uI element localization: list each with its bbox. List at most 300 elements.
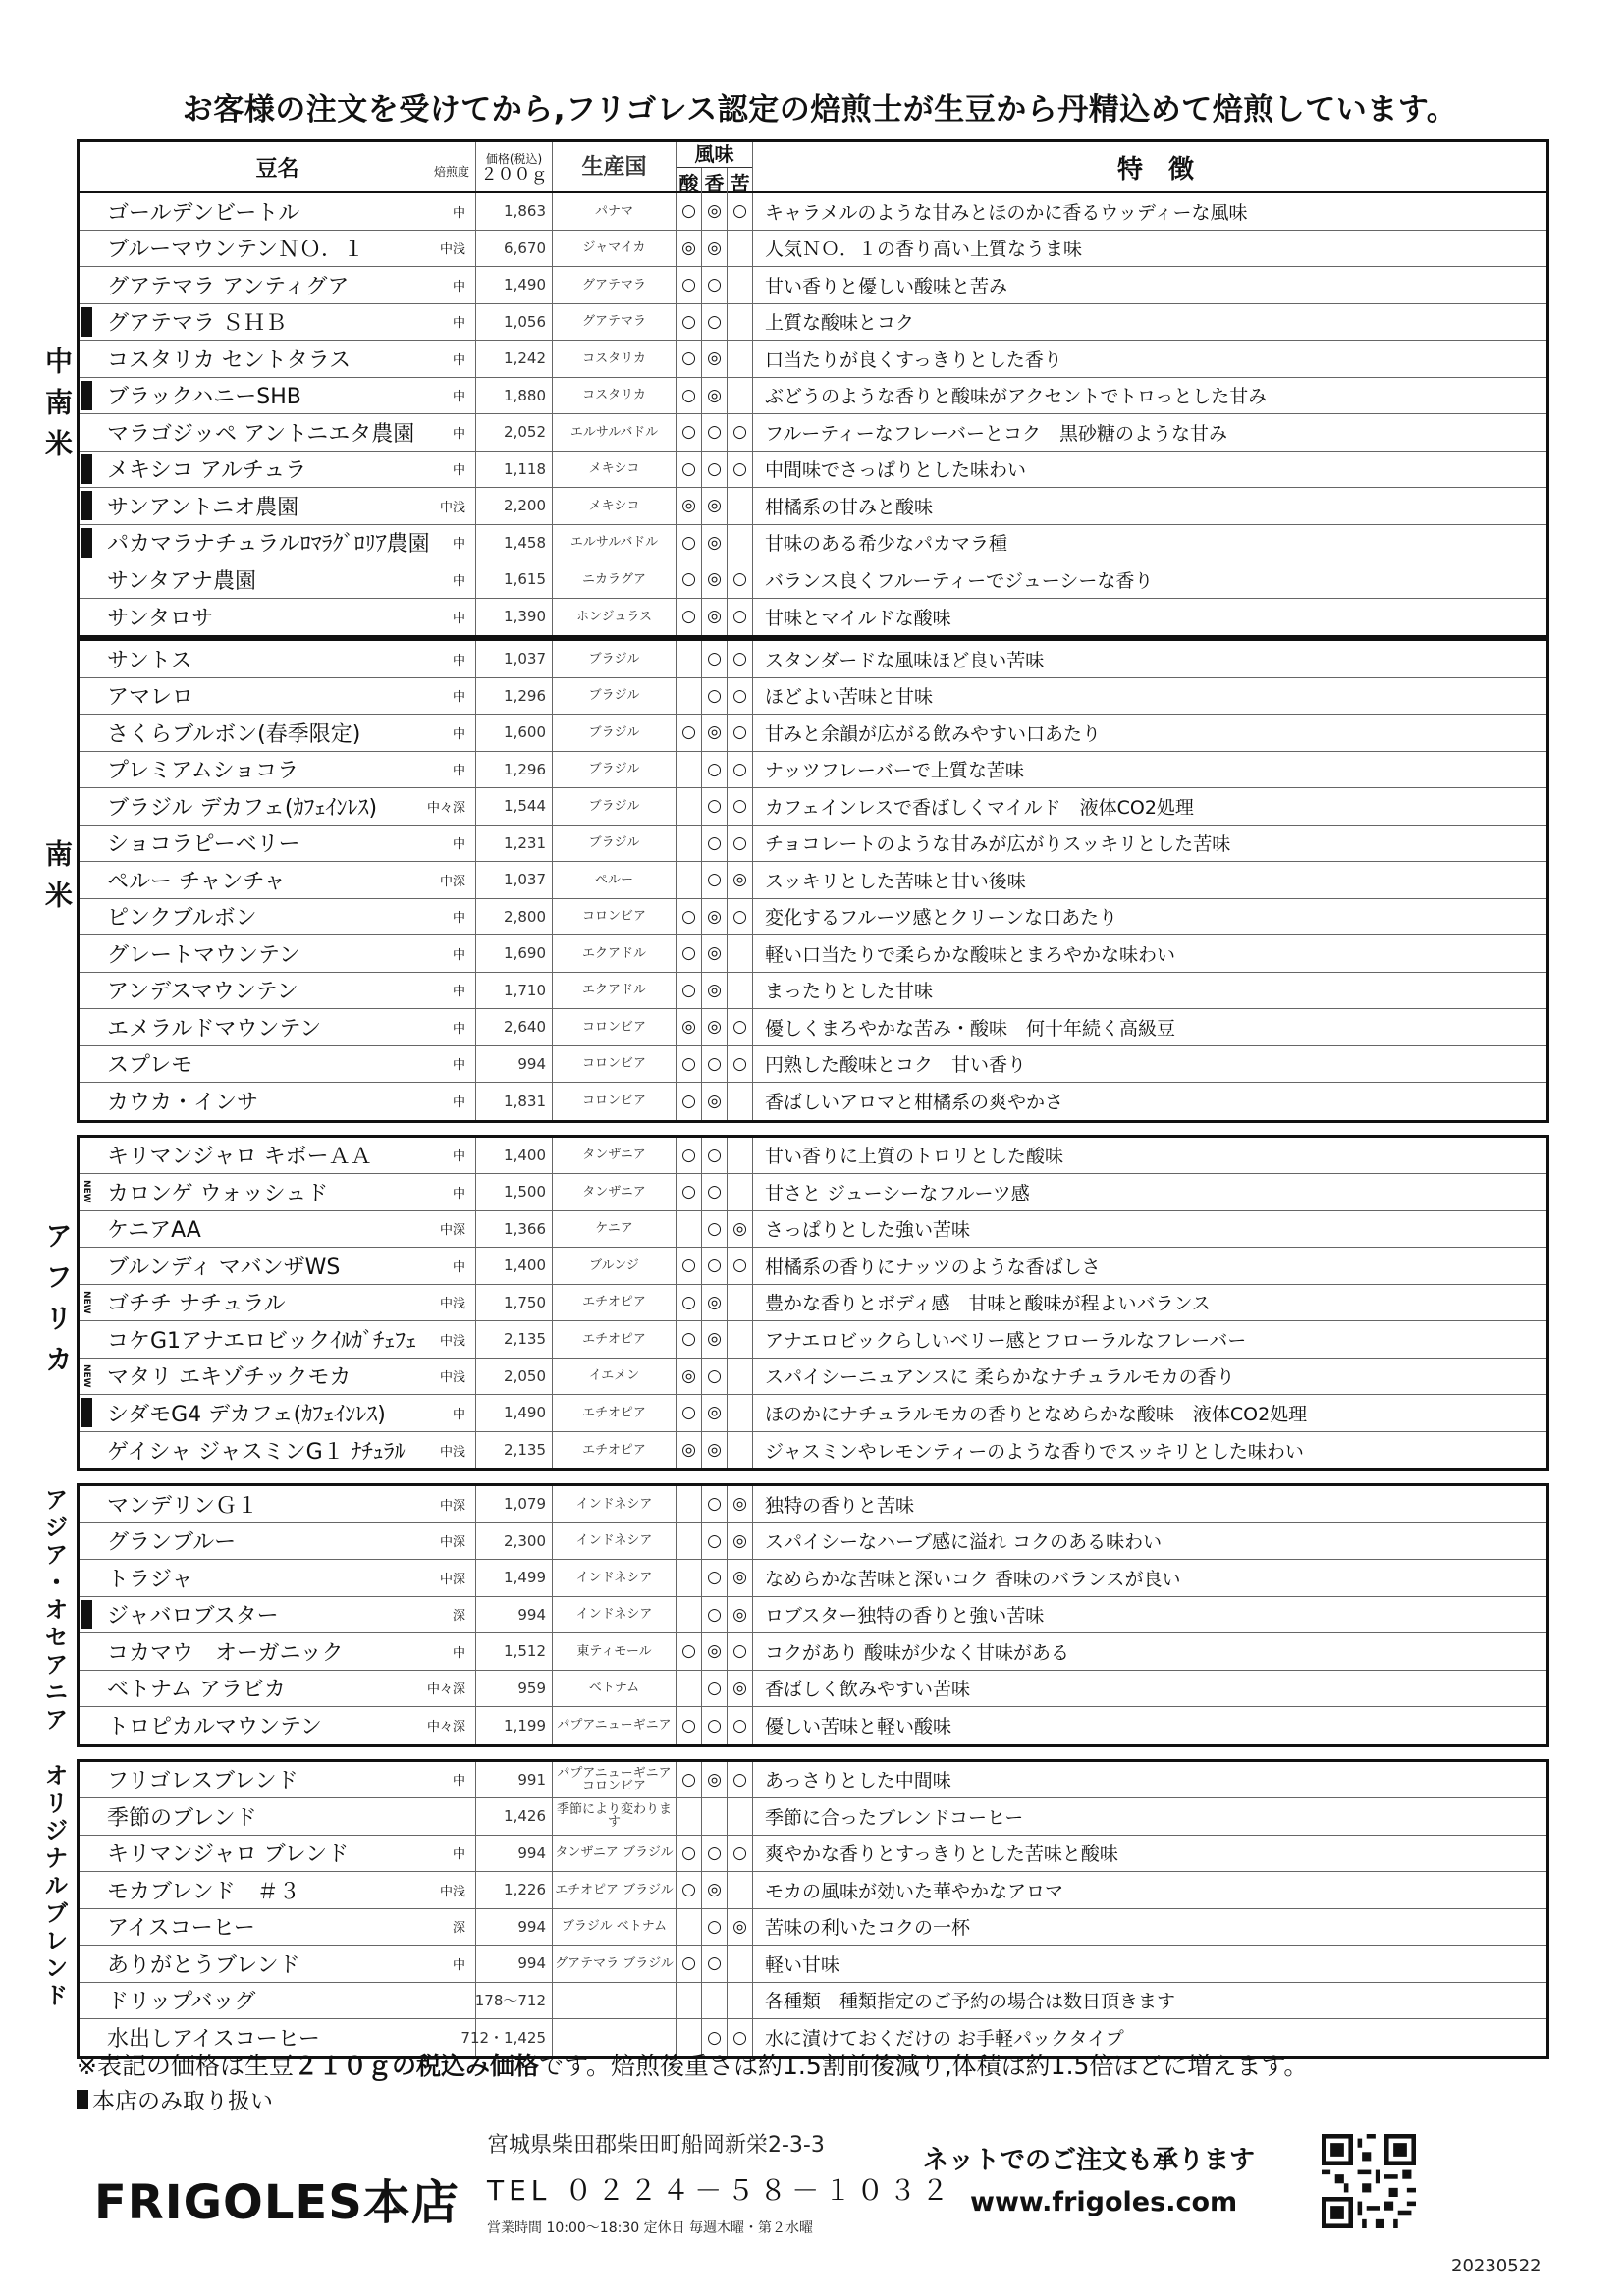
bean-name-cell (93, 1798, 476, 1835)
row-marker (80, 1395, 93, 1431)
price: 1,037 (476, 641, 553, 677)
table-row (80, 488, 1546, 525)
table-row (80, 752, 1546, 789)
origin-country: グアテマラ (553, 267, 677, 303)
origin-country: コロンビア (553, 1083, 677, 1120)
acidity-mark (677, 678, 702, 715)
bean-name: サンタロサ (107, 606, 214, 631)
acidity-mark (677, 1798, 702, 1835)
bean-name-cell (93, 935, 476, 972)
price: 2,300 (476, 1523, 553, 1560)
aroma-mark: ○ (702, 641, 728, 677)
origin-country: インドネシア (553, 1523, 677, 1560)
price: 1,400 (476, 1138, 553, 1174)
acidity-mark: ◎ (677, 231, 702, 267)
bean-name: サンアントニオ農園 (107, 495, 299, 520)
bean-name: コケG1アナエロビックｲﾙｶﾞﾁｪﾌｪ (107, 1328, 417, 1354)
table-row (80, 1671, 1546, 1708)
feature-text: さっぱりとした強い苦味 (765, 1219, 971, 1242)
price: 994 (476, 1836, 553, 1872)
bean-name-cell (93, 715, 476, 751)
roast-level: 中 (452, 426, 465, 442)
table-row (80, 1395, 1546, 1432)
feature-text: あっさりとした中間味 (765, 1770, 951, 1792)
row-marker (80, 1211, 93, 1248)
acidity-mark: ○ (677, 899, 702, 935)
feature-text: ロブスター独特の香りと強い苦味 (765, 1605, 1045, 1628)
aroma-mark: ○ (702, 1836, 728, 1872)
bean-name: パカマラナチュラルﾛﾏﾗｸﾞﾛﾘｱ農園 (107, 532, 430, 558)
bitterness-mark (728, 1359, 753, 1395)
acidity-mark (677, 788, 702, 825)
roast-level: 中深 (439, 1223, 465, 1239)
aroma-mark: ○ (702, 1946, 728, 1982)
roast-level: 中浅 (439, 1370, 465, 1386)
roast-level: 中 (452, 653, 465, 668)
roast-level: 中浅 (439, 1297, 465, 1312)
price: 1,831 (476, 1083, 553, 1120)
feature-text: 優しくまろやかな苦み・酸味 何十年続く高級豆 (765, 1017, 1176, 1040)
bitterness-mark (728, 935, 753, 972)
acidity-mark (677, 862, 702, 898)
acidity-mark: ○ (677, 414, 702, 451)
feature-text: 甘みと余韻が広がる飲みやすい口あたり (765, 722, 1102, 745)
bean-name: エメラルドマウンテン (107, 1016, 322, 1041)
origin-country: 季節により変わります (553, 1798, 677, 1835)
store-only-marker-icon (81, 381, 92, 410)
price: 1,880 (476, 378, 553, 414)
origin-country: パナマ (553, 193, 677, 230)
bean-name-cell (93, 826, 476, 862)
table-row (80, 1083, 1546, 1120)
roast-level: 中 (452, 1058, 465, 1074)
aroma-mark: ◎ (702, 715, 728, 751)
brand-logo: FRIGOLES本店 (94, 2175, 460, 2230)
bean-name-cell (93, 1009, 476, 1045)
bitterness-mark: ○ (728, 752, 753, 788)
aroma-mark: ◎ (702, 561, 728, 598)
bean-name: ゴチチ ナチュラル (107, 1292, 286, 1317)
table-row (80, 1046, 1546, 1084)
table-row (80, 1359, 1546, 1396)
price: 959 (476, 1671, 553, 1707)
acidity-mark: ○ (677, 1836, 702, 1872)
bitterness-mark (728, 304, 753, 341)
price: 1,118 (476, 452, 553, 488)
aroma-mark: ◎ (702, 935, 728, 972)
price: 2,640 (476, 1009, 553, 1045)
bean-name-cell (93, 193, 476, 230)
bitterness-mark: ○ (728, 678, 753, 715)
origin-country: ブラジル (553, 715, 677, 751)
acidity-mark: ○ (677, 1872, 702, 1908)
price: 2,135 (476, 1321, 553, 1358)
header-name (80, 142, 476, 191)
revision-date: 20230522 (1451, 2256, 1542, 2276)
price: 2,800 (476, 899, 553, 935)
bitterness-mark: ○ (728, 193, 753, 230)
aroma-mark (702, 1983, 728, 2019)
header-price (476, 142, 553, 191)
row-marker (80, 678, 93, 715)
table-row (80, 1523, 1546, 1561)
section-2 (77, 1135, 1549, 1472)
bitterness-mark: ○ (728, 715, 753, 751)
bitterness-mark (728, 1983, 753, 2019)
bean-name-cell (93, 1983, 476, 2019)
price: 1,500 (476, 1174, 553, 1210)
header-feature: 特 徴 (1116, 154, 1194, 185)
table-row (80, 973, 1546, 1010)
row-marker (80, 1762, 93, 1798)
aroma-mark: ◎ (702, 1395, 728, 1431)
bean-name-cell (93, 1523, 476, 1560)
table-row (80, 1174, 1546, 1211)
bean-name: モカブレンド ＃３ (107, 1879, 300, 1904)
origin-country: ブラジル ベトナム (553, 1909, 677, 1946)
origin-country: ホンジュラス (553, 599, 677, 636)
feature-text: 水に漬けておくだけの お手軽パックタイプ (765, 2028, 1124, 2051)
section-0 (77, 139, 1549, 638)
header-roast: 焙煎度 (433, 165, 469, 179)
bitterness-mark (728, 267, 753, 303)
table-row (80, 1009, 1546, 1046)
origin-country: エクアドル (553, 973, 677, 1009)
row-marker (80, 862, 93, 898)
table-header (80, 142, 1546, 193)
table-row (80, 1560, 1546, 1597)
price: 1,490 (476, 1395, 553, 1431)
table-row (80, 1211, 1546, 1249)
origin-country: コロンビア (553, 899, 677, 935)
feature-text: 甘味のある希少なパカマラ種 (765, 533, 1008, 556)
bean-name: ケニアAA (107, 1218, 201, 1244)
row-marker (80, 1009, 93, 1045)
bean-name-cell (93, 525, 476, 561)
header-country: 生産国 (553, 142, 677, 191)
section-1 (77, 638, 1549, 1123)
acidity-mark: ○ (677, 1046, 702, 1083)
origin-country: グアテマラ (553, 304, 677, 341)
feature-text: 苦味の利いたコクの一杯 (765, 1917, 971, 1940)
aroma-mark: ○ (702, 788, 728, 825)
bean-name-cell (93, 488, 476, 524)
row-marker (80, 973, 93, 1009)
aroma-mark: ○ (702, 1046, 728, 1083)
bean-name-cell (93, 452, 476, 488)
bean-name: 季節のブレンド (107, 1805, 257, 1831)
row-marker (80, 304, 93, 341)
roast-level: 深 (452, 1921, 465, 1937)
acidity-mark (677, 1560, 702, 1596)
new-badge-icon: NEW (81, 1180, 91, 1204)
bean-name: グアテマラ ＳＨＢ (107, 311, 287, 337)
acidity-mark: ○ (677, 1946, 702, 1982)
roast-level: 中 (452, 837, 465, 853)
acidity-mark: ○ (677, 1321, 702, 1358)
roast-level: 中深 (439, 1498, 465, 1514)
price: 1,690 (476, 935, 553, 972)
aroma-mark: ○ (702, 1486, 728, 1522)
bitterness-mark (728, 231, 753, 267)
table-row (80, 1707, 1546, 1744)
website-link[interactable]: www.frigoles.com (970, 2187, 1238, 2217)
acidity-mark: ○ (677, 561, 702, 598)
acidity-mark (677, 826, 702, 862)
table-row (80, 1321, 1546, 1359)
origin-country: ブラジル (553, 752, 677, 788)
feature-text: 軽い口当たりで柔らかな酸味とまろやかな味わい (765, 943, 1176, 966)
bean-name: キリマンジャロ キボーＡＡ (107, 1145, 372, 1170)
origin-country: ケニア (553, 1211, 677, 1248)
table-row (80, 1597, 1546, 1634)
price: 6,670 (476, 231, 553, 267)
row-marker (80, 1983, 93, 2019)
aroma-mark: ○ (702, 267, 728, 303)
table-row (80, 1762, 1546, 1799)
bean-name-cell (93, 231, 476, 267)
aroma-mark: ◎ (702, 973, 728, 1009)
bean-name-cell (93, 561, 476, 598)
roast-level: 中々深 (426, 1682, 465, 1698)
bean-name: グランブルー (107, 1530, 237, 1556)
bean-name: メキシコ アルチュラ (107, 458, 307, 484)
aroma-mark: ◎ (702, 525, 728, 561)
aroma-mark: ○ (702, 1174, 728, 1210)
store-hours: 営業時間 10:00〜18:30 定休日 毎週木曜・第２水曜 (487, 2220, 814, 2236)
price: 1,079 (476, 1486, 553, 1522)
aroma-mark: ◎ (702, 599, 728, 636)
store-address: 宮城県柴田郡柴田町船岡新栄2-3-3 (487, 2133, 825, 2158)
bean-name-cell (93, 752, 476, 788)
origin-country: エチオピア (553, 1432, 677, 1469)
row-marker (80, 452, 93, 488)
aroma-mark: ◎ (702, 231, 728, 267)
bitterness-mark (728, 1872, 753, 1908)
bean-name: コカマウ オーガニック (107, 1640, 344, 1666)
bitterness-mark: ○ (728, 1762, 753, 1798)
bitterness-mark: ◎ (728, 1909, 753, 1946)
aroma-mark: ◎ (702, 1762, 728, 1798)
bean-name-cell (93, 973, 476, 1009)
roast-level: 中 (452, 1957, 465, 1973)
feature-text: ジャスミンやレモンティーのような香りでスッキリとした味わい (765, 1440, 1304, 1463)
bitterness-mark (728, 1083, 753, 1120)
feature-text: 軽い甘味 (765, 1953, 840, 1976)
roast-level: 中 (452, 985, 465, 1000)
region-label: 中南米 (41, 347, 74, 470)
price: 2,052 (476, 414, 553, 451)
menu-table (77, 139, 1549, 2071)
bitterness-mark: ○ (728, 1046, 753, 1083)
bitterness-mark: ◎ (728, 1211, 753, 1248)
origin-country: ベトナム (553, 1671, 677, 1707)
origin-country: ペルー (553, 862, 677, 898)
row-marker (80, 525, 93, 561)
aroma-mark: ◎ (702, 1633, 728, 1670)
acidity-mark: ○ (677, 267, 702, 303)
bitterness-mark (728, 1432, 753, 1469)
bean-name-cell (93, 1909, 476, 1946)
price: 1,296 (476, 678, 553, 715)
bitterness-mark: ○ (728, 1836, 753, 1872)
roast-level: 中 (452, 1021, 465, 1037)
aroma-mark: ◎ (702, 1432, 728, 1469)
feature-text: 香ばしく飲みやすい苦味 (765, 1679, 971, 1701)
bitterness-mark: ○ (728, 1633, 753, 1670)
aroma-mark: ○ (702, 678, 728, 715)
bean-name-cell (93, 267, 476, 303)
roast-level: 中 (452, 911, 465, 927)
roast-level: 中 (452, 573, 465, 589)
bitterness-mark (728, 488, 753, 524)
acidity-mark: ○ (677, 1248, 702, 1284)
row-marker (80, 488, 93, 524)
price: 1,231 (476, 826, 553, 862)
bean-name-cell (93, 1762, 476, 1798)
bean-name-cell (93, 641, 476, 677)
header-aroma: 香 (702, 168, 728, 196)
bean-name-cell (93, 1174, 476, 1210)
row-marker (80, 1872, 93, 1908)
price: 2,200 (476, 488, 553, 524)
bean-name-cell (93, 1359, 476, 1395)
row-marker (80, 267, 93, 303)
header-price-bottom: ２００ｇ (480, 165, 548, 185)
bitterness-mark: ◎ (728, 1523, 753, 1560)
acidity-mark: ○ (677, 378, 702, 414)
bitterness-mark (728, 1395, 753, 1431)
price: 994 (476, 1046, 553, 1083)
header-flavor (677, 141, 753, 195)
bitterness-mark (728, 973, 753, 1009)
roast-level: 中 (452, 611, 465, 626)
price: 1,037 (476, 862, 553, 898)
aroma-mark: ○ (702, 1671, 728, 1707)
store-only-legend: 本店のみ取り扱い (77, 2083, 273, 2115)
bean-name: マタリ エキゾチックモカ (107, 1365, 352, 1391)
bean-name: コスタリカ セントタラス (107, 347, 352, 373)
bean-name: スプレモ (107, 1053, 193, 1079)
acidity-mark: ○ (677, 599, 702, 636)
acidity-mark: ○ (677, 1174, 702, 1210)
aroma-mark: ○ (702, 826, 728, 862)
row-marker (80, 1321, 93, 1358)
section-4 (77, 1759, 1549, 2059)
bean-name-cell (93, 1597, 476, 1633)
header-price-top: 価格(税込) (485, 152, 543, 166)
acidity-mark (677, 1211, 702, 1248)
bitterness-mark: ○ (728, 414, 753, 451)
bean-name: ゴールデンビートル (107, 200, 300, 226)
roast-level: 中々深 (426, 800, 465, 816)
row-marker (80, 193, 93, 230)
feature-text: アナエロビックらしいベリー感とフローラルなフレーバー (765, 1329, 1247, 1352)
bitterness-mark: ○ (728, 561, 753, 598)
table-row (80, 826, 1546, 863)
aroma-mark: ○ (702, 1138, 728, 1174)
roast-level: 中 (452, 1149, 465, 1165)
origin-country: タンザニア (553, 1138, 677, 1174)
price: 994 (476, 1597, 553, 1633)
feature-text: 柑橘系の甘みと酸味 (765, 496, 934, 518)
feature-text: ナッツフレーバーで上質な苦味 (765, 760, 1024, 782)
section-3 (77, 1483, 1549, 1747)
bean-name: トラジャ (107, 1567, 193, 1592)
table-row (80, 231, 1546, 268)
origin-country: エチオピア ブラジル (553, 1872, 677, 1908)
bean-name: マラゴジッペ アントニエタ農園 (107, 421, 415, 447)
region-label: オリジナルブレンド (40, 1763, 68, 2010)
acidity-mark: ◎ (677, 1009, 702, 1045)
bean-name-cell (93, 1395, 476, 1431)
price: 1,296 (476, 752, 553, 788)
table-row (80, 525, 1546, 562)
bean-name: プレミアムショコラ (107, 759, 299, 784)
bean-name: カロンゲ ウォッシュド (107, 1181, 329, 1206)
bean-name: カウカ・インサ (107, 1091, 259, 1116)
feature-text: スッキリとした苦味と甘い後味 (765, 870, 1026, 892)
bean-name: アイスコーヒー (107, 1916, 255, 1942)
acidity-mark: ○ (677, 341, 702, 377)
row-marker (80, 1359, 93, 1395)
table-row (80, 1432, 1546, 1469)
row-marker (80, 788, 93, 825)
aroma-mark: ◎ (702, 1872, 728, 1908)
aroma-mark: ○ (702, 1523, 728, 1560)
qr-code-icon[interactable] (1322, 2134, 1416, 2228)
bitterness-mark: ○ (728, 1009, 753, 1045)
aroma-mark: ○ (702, 1560, 728, 1596)
bean-name: キリマンジャロ ブレンド (107, 1842, 350, 1868)
aroma-mark: ◎ (702, 1285, 728, 1321)
bean-name-cell (93, 1046, 476, 1083)
price: 1,615 (476, 561, 553, 598)
price-note: ※表記の価格は生豆２１０ｇの税込み価格です。焙煎後重さは約1.5割前後減り,体積は約1.5倍ほどに増えます。 (77, 2052, 1309, 2080)
page-headline: お客様の注文を受けてから,フリゴレス認定の焙煎士が生豆から丹精込めて焙煎しています。 (182, 92, 1458, 128)
bean-name: ベトナム アラビカ (107, 1678, 286, 1703)
row-marker (80, 341, 93, 377)
roast-level: 中浅 (439, 500, 465, 515)
bean-name-cell (93, 1211, 476, 1248)
row-marker (80, 1248, 93, 1284)
aroma-mark: ○ (702, 862, 728, 898)
bitterness-mark: ○ (728, 788, 753, 825)
table-row (80, 1836, 1546, 1873)
feature-text: キャラメルのような甘みとほのかに香るウッディーな風味 (765, 201, 1248, 224)
roast-level: 深 (452, 1609, 465, 1625)
bitterness-mark: ○ (728, 452, 753, 488)
aroma-mark: ○ (702, 1707, 728, 1744)
row-marker (80, 715, 93, 751)
header-flavor-title: 風味 (677, 138, 752, 168)
row-marker (80, 561, 93, 598)
bean-name-cell (93, 1432, 476, 1469)
feature-text: 香ばしいアロマと柑橘系の爽やかさ (765, 1092, 1064, 1114)
feature-text: 優しい苦味と軽い酸味 (765, 1716, 952, 1738)
row-marker (80, 1285, 93, 1321)
bitterness-mark: ○ (728, 1248, 753, 1284)
bean-name: ペルー チャンチャ (107, 869, 286, 894)
bean-name-cell (93, 1285, 476, 1321)
region-label: アフリカ (41, 1221, 74, 1386)
feature-text: まったりとした甘味 (765, 981, 934, 1003)
feature-text: 独特の香りと苦味 (765, 1494, 915, 1517)
bitterness-mark (728, 1138, 753, 1174)
table-row (80, 1798, 1546, 1836)
acidity-mark: ○ (677, 1285, 702, 1321)
roast-level: 中 (452, 463, 465, 479)
